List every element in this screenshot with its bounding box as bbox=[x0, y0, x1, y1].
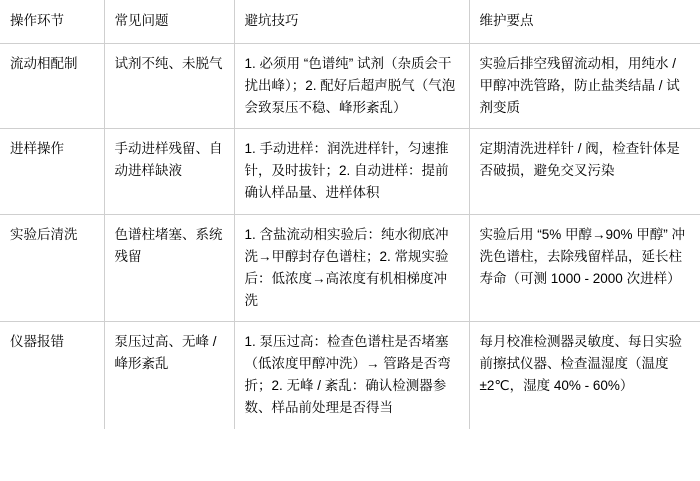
cell-problem: 泵压过高、无峰 / 峰形紊乱 bbox=[104, 322, 234, 429]
cell-tips: 1. 手动进样：润洗进样针，匀速推针，及时拔针；2. 自动进样：提前确认样品量、进样体积 bbox=[234, 129, 469, 215]
column-header-maintenance bbox=[469, 0, 700, 43]
cell-maintenance: 实验后用 “5% 甲醇→90% 甲醇” 冲洗色谱柱，去除残留样品，延长柱寿命（可测 1000 - 2000 次进样） bbox=[469, 215, 700, 322]
column-header-stage-label: 操作环节 bbox=[10, 13, 64, 28]
cell-tips: 1. 含盐流动相实验后：纯水彻底冲洗→甲醇封存色谱柱；2. 常规实验后：低浓度→高浓度有机相梯度冲洗 bbox=[234, 215, 469, 322]
table-row bbox=[0, 322, 700, 429]
column-header-tips-label: 避坑技巧 bbox=[244, 13, 299, 28]
cell-tips: 1. 必须用 “色谱纯” 试剂（杂质会干扰出峰）；2. 配好后超声脱气（气泡会致泵压不稳、峰形紊乱） bbox=[234, 43, 469, 129]
table-header-row bbox=[0, 0, 700, 43]
table-row bbox=[0, 43, 700, 129]
table-row bbox=[0, 129, 700, 215]
cell-problem: 手动进样残留、自动进样缺液 bbox=[104, 129, 234, 215]
column-header-maintenance-label: 维护要点 bbox=[479, 13, 534, 28]
column-header-stage bbox=[0, 0, 104, 43]
cell-stage: 流动相配制 bbox=[0, 43, 104, 129]
cell-stage: 仪器报错 bbox=[0, 322, 104, 429]
table-row bbox=[0, 215, 700, 322]
column-header-problem-label: 常见问题 bbox=[114, 13, 169, 28]
table-header bbox=[0, 0, 700, 43]
table-body bbox=[0, 43, 700, 429]
cell-tips: 1. 泵压过高：检查色谱柱是否堵塞（低浓度甲醇冲洗）→ 管路是否弯折；2. 无峰 / 紊乱：确认检测器参数、样品前处理是否得当 bbox=[234, 322, 469, 429]
cell-stage: 进样操作 bbox=[0, 129, 104, 215]
cell-problem: 色谱柱堵塞、系统残留 bbox=[104, 215, 234, 322]
cell-maintenance: 实验后排空残留流动相，用纯水 / 甲醇冲洗管路，防止盐类结晶 / 试剂变质 bbox=[469, 43, 700, 129]
column-header-problem bbox=[104, 0, 234, 43]
cell-stage: 实验后清洗 bbox=[0, 215, 104, 322]
cell-maintenance: 定期清洗进样针 / 阀，检查针体是否破损，避免交叉污染 bbox=[469, 129, 700, 215]
cell-problem: 试剂不纯、未脱气 bbox=[104, 43, 234, 129]
column-header-tips bbox=[234, 0, 469, 43]
cell-maintenance: 每月校准检测器灵敏度、每日实验前擦拭仪器、检查温湿度（温度 ±2℃，湿度 40% - 60%） bbox=[479, 334, 682, 394]
